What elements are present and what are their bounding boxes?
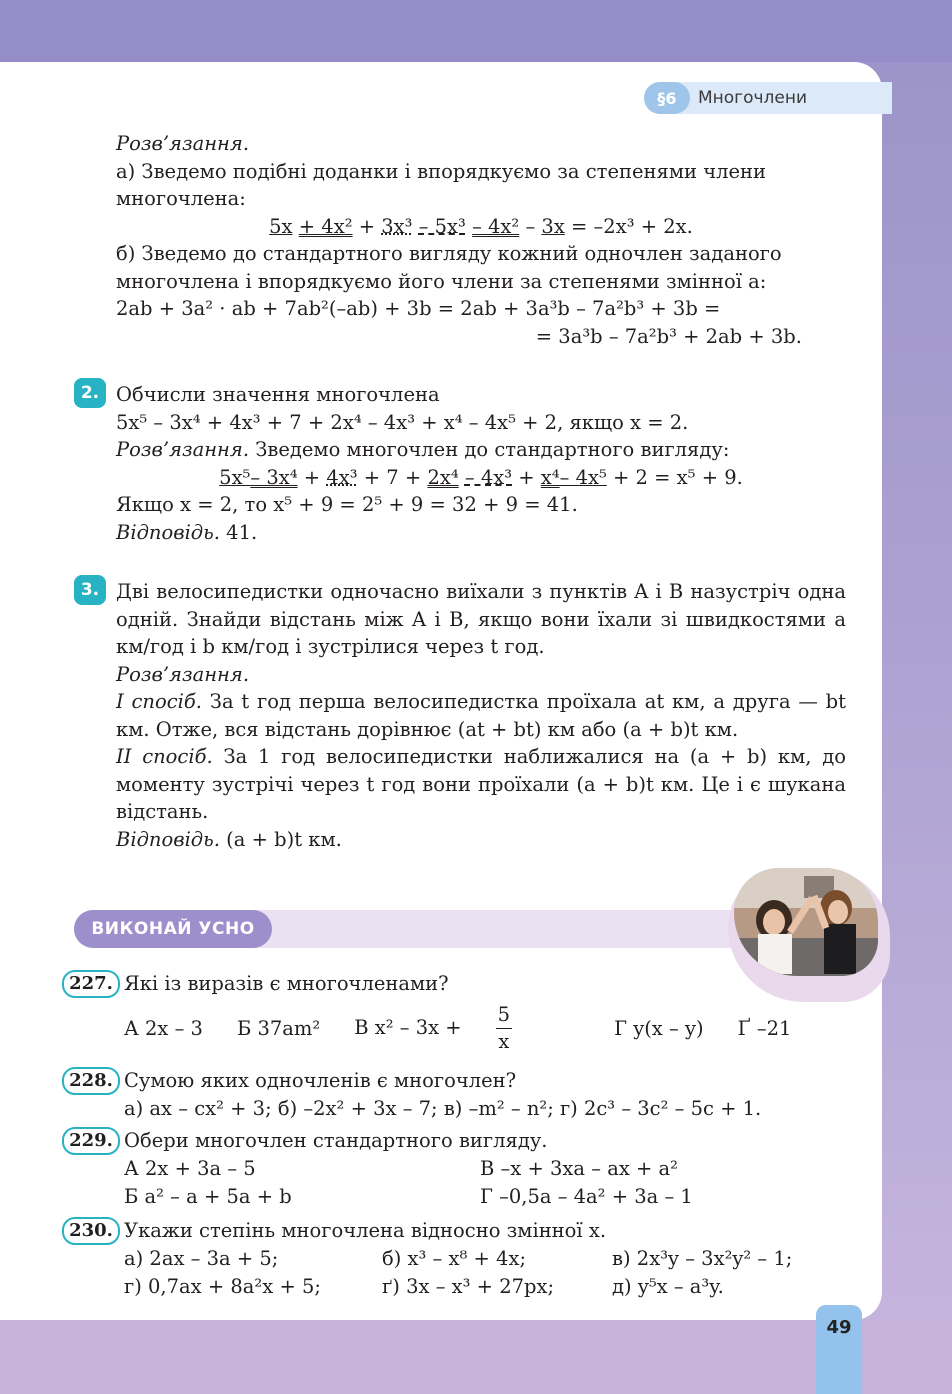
option-g: Г y(x – y): [614, 1016, 704, 1040]
formula-term: – 3x⁴: [250, 465, 298, 489]
formula-term: + 7 +: [357, 465, 428, 489]
part-b-line-1: 2ab + 3a² · ab + 7ab²(–ab) + 3b = 2ab + 3a³b – 7a²b³ + 3b =: [116, 297, 721, 320]
students-high-five-photo: [734, 868, 878, 976]
example-2-text: Обчисли значення многочлена: [116, 383, 440, 406]
formula-term: + 4x²: [298, 214, 353, 238]
example-2-formula: [116, 464, 846, 492]
exercise-text: Сумою яких одночленів є многочлен?: [124, 1069, 517, 1092]
section-header: [644, 82, 892, 114]
exercise-number: 229.: [62, 1127, 120, 1155]
exercise-227: [62, 970, 862, 1055]
answer-value: (a + b)t км.: [219, 827, 342, 851]
example-3: [116, 578, 846, 853]
formula-term: – 4x⁵: [559, 465, 607, 489]
formula-term: 3x: [541, 214, 565, 238]
answer-value: 41.: [219, 520, 258, 544]
solution-text: Зведемо многочлен до стандартного вигляду:: [249, 438, 730, 461]
formula-term: –: [519, 214, 542, 238]
option-v: в) 2x³y – 3x²y² – 1;: [612, 1247, 793, 1270]
oral-section-label: ВИКОНАЙ УСНО: [74, 910, 272, 948]
answer-label: Відповідь.: [116, 520, 220, 544]
formula-term: 5x⁵: [219, 465, 251, 489]
exercise-text: Укажи степінь многочлена відносно змінної x.: [124, 1219, 607, 1242]
exercise-number: 230.: [62, 1217, 120, 1245]
formula-term: – 5x³: [418, 214, 466, 238]
exercise-text: Які із виразів є многочленами?: [124, 972, 449, 995]
formula-term: +: [352, 214, 382, 238]
example-1-solution: [116, 130, 846, 350]
top-band: [0, 0, 952, 62]
formula-term: 5x: [269, 214, 293, 238]
option-a: А 2x + 3a – 5: [124, 1157, 256, 1180]
solution-label: Розв’язання.: [116, 438, 250, 461]
method-2-label: ІІ спосіб.: [116, 745, 213, 768]
part-b-line-2: = 3a³b – 7a²b³ + 2ab + 3b.: [535, 324, 802, 348]
example-3-badge: 3.: [74, 575, 106, 605]
method-1-label: І спосіб.: [116, 690, 202, 713]
part-b-text: б) Зведемо до стандартного вигляду кожний одночлен заданого многочлена і впорядкуємо його члени за степенями змінної a:: [116, 242, 782, 293]
solution-label: Розв’язання.: [116, 662, 250, 686]
option-gg: Ґ –21: [737, 1016, 792, 1040]
option-b: Б 37am²: [236, 1016, 321, 1040]
exercise-options: а) ax – cx² + 3; б) –2x² + 3x – 7; в) –m² – n²; г) 2c³ – 3c² – 5c + 1.: [124, 1097, 762, 1120]
formula-term: – 4x²: [472, 214, 520, 238]
exercise-number: 228.: [62, 1067, 120, 1095]
part-a-formula: [116, 213, 846, 241]
example-2-badge: 2.: [74, 378, 106, 408]
example-2: [116, 381, 846, 546]
option-b: б) x³ – x⁸ + 4x;: [382, 1247, 527, 1270]
section-number: §6: [644, 82, 690, 114]
option-b: Б a² – a + 5a + b: [124, 1185, 292, 1208]
method-2-text: За 1 год велосипедистки наближалися на (a + b) км, до моменту зустрічі через t год вони проїхали (a + b)t км. Це і є шукана відстань.: [116, 745, 846, 823]
exercise-228: [62, 1067, 862, 1123]
formula-term: + 2 = x⁵ + 9.: [606, 465, 743, 489]
option-g: г) 0,7ax + 8a²x + 5;: [124, 1275, 321, 1298]
formula-term: +: [512, 465, 541, 489]
example-2-polynomial: 5x⁵ – 3x⁴ + 4x³ + 7 + 2x⁴ – 4x³ + x⁴ – 4x⁵ + 2, якщо x = 2.: [116, 410, 689, 434]
option-v: В –x + 3xa – ax + a²: [480, 1157, 678, 1180]
formula-term: – 4x³: [464, 465, 513, 489]
formula-term: 4x³: [326, 465, 358, 489]
exercise-text: Обери многочлен стандартного вигляду.: [124, 1129, 548, 1152]
formula-term: 3x³: [381, 214, 413, 238]
formula-term: = –2x³ + 2x.: [564, 214, 693, 238]
page-number: 49: [816, 1305, 862, 1394]
part-a-text: а) Зведемо подібні доданки і впорядкуємо за степенями члени многочлена:: [116, 159, 767, 210]
option-a: А 2x – 3: [124, 1016, 203, 1040]
option-a: а) 2ax – 3a + 5;: [124, 1247, 279, 1270]
formula-term: x⁴: [540, 465, 560, 489]
formula-term: +: [297, 465, 327, 489]
exercise-230: [62, 1217, 862, 1301]
bottom-band: [0, 1320, 952, 1394]
solution-label: Розв’язання.: [116, 132, 250, 155]
option-v: В x² – 3x + $\frac{5}{x}$: [354, 1003, 511, 1053]
option-g: Г –0,5a – 4a² + 3a – 1: [480, 1185, 693, 1208]
example-2-if-line: Якщо x = 2, то x⁵ + 9 = 2⁵ + 9 = 32 + 9 = 41.: [116, 493, 578, 516]
option-d: д) y⁵x – a³y.: [612, 1275, 724, 1298]
exercise-229: [62, 1127, 862, 1211]
section-title: Многочлени: [698, 88, 808, 108]
method-1-text: За t год перша велосипедистка проїхала at км, а друга — bt км. Отже, вся відстань дорівнює (at + bt) км або (a + b)t км.: [116, 690, 846, 741]
formula-term: 2x⁴: [427, 465, 459, 489]
answer-label: Відповідь.: [116, 827, 220, 851]
exercise-number: 227.: [62, 970, 120, 998]
example-3-text: Дві велосипедистки одночасно виїхали з пунктів A і B назустріч одна одній. Знайди відстань між A і B, якщо вони їхали зі швидкостями a км/год і b км/год і зустрілися через t год.: [116, 580, 846, 658]
option-gg: ґ) 3x – x³ + 27px;: [382, 1275, 555, 1298]
